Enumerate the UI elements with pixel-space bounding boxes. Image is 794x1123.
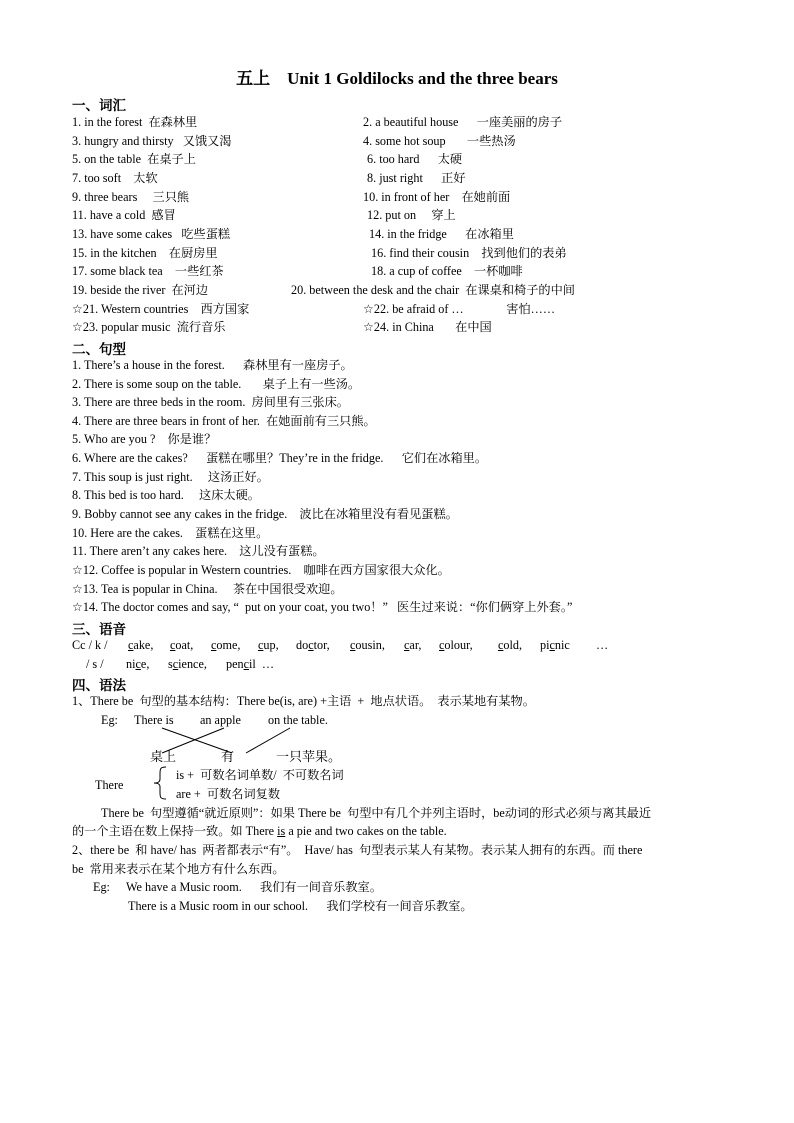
- phonics-word: pencil …: [226, 657, 275, 671]
- vocab-item: 9. three bears 三只熊: [72, 190, 190, 204]
- sentence-item: ☆13. Tea is popular in China. 茶在中国很受欢迎。: [72, 582, 343, 596]
- vocab-item: 12. put on 穿上: [367, 208, 456, 222]
- phonics-word: cold,: [498, 638, 523, 652]
- example-word: There is: [134, 713, 174, 727]
- phonics-word: doctor,: [296, 638, 330, 652]
- grammar-rule-2: 2、there be 和 have/ has 两者都表示“有”。 Have/ has 句型表示某人有某物。表示某人拥有的东西。而 there: [72, 843, 643, 857]
- grammar-rule-1: 1、There be 句型的基本结构：There be(is, are) +主语 + 地点状语。 表示某地有某物。: [72, 694, 535, 708]
- sentence-item: 3. There are three beds in the room. 房间里有三张床。: [72, 395, 349, 409]
- sentence-item: ☆14. The doctor comes and say, “ put on your coat, you two！” 医生过来说：“你们俩穿上外套。”: [72, 600, 573, 614]
- vocab-item: 4. some hot soup 一些热汤: [363, 134, 516, 148]
- phonics-word: colour,: [439, 638, 473, 652]
- phonics-word: cake,: [128, 638, 154, 652]
- grammar-paragraph-cont: 的一个主语在数上保持一致。如 There is a pie and two cakes on the table.: [72, 824, 447, 838]
- vocab-item: 7. too soft 太软: [72, 171, 158, 185]
- section-phonics-heading: 三、语音: [72, 622, 126, 637]
- vocab-item: 14. in the fridge 在冰箱里: [369, 227, 514, 241]
- vocab-item: 20. between the desk and the chair 在课桌和椅子的中间: [291, 283, 575, 297]
- vocab-item: 19. beside the river 在河边: [72, 283, 209, 297]
- phonics-word: picnic: [540, 638, 570, 652]
- phonics-word: cup,: [258, 638, 279, 652]
- phonics-word: cousin,: [350, 638, 385, 652]
- vocab-item: ☆24. in China 在中国: [363, 320, 492, 334]
- sentence-item: 8. This bed is too hard. 这床太硬。: [72, 488, 260, 502]
- vocab-item: ☆21. Western countries 西方国家: [72, 302, 250, 316]
- example-label: Eg:: [93, 880, 110, 894]
- grammar-rule-2-cont: be 常用来表示在某个地方有什么东西。: [72, 862, 285, 876]
- brace-line: is + 可数名词单数/ 不可数名词: [176, 768, 344, 782]
- phonics-word: nice,: [126, 657, 150, 671]
- there-label: There: [95, 778, 124, 792]
- vocab-item: 10. in front of her 在她前面: [363, 190, 511, 204]
- vocab-item: 18. a cup of coffee 一杯咖啡: [371, 264, 523, 278]
- phonics-word: science,: [168, 657, 207, 671]
- vocab-item: 11. have a cold 感冒: [72, 208, 176, 222]
- sentence-item: 2. There is some soup on the table. 桌子上有一些汤。: [72, 377, 361, 391]
- vocab-item: ☆22. be afraid of … 害怕……: [363, 302, 556, 316]
- sentence-item: 11. There aren’t any cakes here. 这儿没有蛋糕。: [72, 544, 325, 558]
- phonics-word: come,: [211, 638, 241, 652]
- vocab-item: 1. in the forest 在森林里: [72, 115, 198, 129]
- example-label: Eg:: [101, 713, 118, 727]
- chinese-word: 一只苹果。: [276, 749, 342, 764]
- vocab-item: 16. find their cousin 找到他们的表弟: [371, 246, 567, 260]
- brace-icon: [153, 766, 167, 800]
- phonics-word: car,: [404, 638, 422, 652]
- vocab-item: 15. in the kitchen 在厨房里: [72, 246, 218, 260]
- sentence-item: 5. Who are you ? 你是谁？: [72, 432, 217, 446]
- grammar-paragraph: There be 句型遵循“就近原则”：如果 There be 句型中有几个并列主语时，be动词的形式必须与离其最近: [101, 806, 652, 820]
- vocab-item: 5. on the table 在桌子上: [72, 152, 196, 166]
- sentence-item: 4. There are three bears in front of her. 在她面前有三只熊。: [72, 414, 376, 428]
- section-sentences-heading: 二、句型: [72, 342, 126, 357]
- sentence-item: ☆12. Coffee is popular in Western countries. 咖啡在西方国家很大众化。: [72, 563, 450, 577]
- phonics-word: coat,: [170, 638, 194, 652]
- vocab-item: 2. a beautiful house 一座美丽的房子: [363, 115, 563, 129]
- vocab-item: 8. just right 正好: [367, 171, 466, 185]
- page-title: 五上 Unit 1 Goldilocks and the three bears: [236, 69, 558, 88]
- example-sentence: We have a Music room. 我们有一间音乐教室。: [126, 880, 382, 894]
- vocab-item: 13. have some cakes 吃些蛋糕: [72, 227, 231, 241]
- brace-line: are + 可数名词复数: [176, 787, 281, 801]
- sentence-item: 10. Here are the cakes. 蛋糕在这里。: [72, 526, 269, 540]
- vocab-item: 17. some black tea 一些红茶: [72, 264, 224, 278]
- example-word: an apple: [200, 713, 241, 727]
- vocab-item: ☆23. popular music 流行音乐: [72, 320, 226, 334]
- sentence-item: 1. There’s a house in the forest. 森林里有一座房子。: [72, 358, 353, 372]
- example-word: on the table.: [268, 713, 328, 727]
- phonics-label-s: / s /: [86, 657, 104, 671]
- vocab-item: 6. too hard 太硬: [367, 152, 463, 166]
- section-grammar-heading: 四、语法: [72, 678, 126, 693]
- example-sentence: There is a Music room in our school. 我们学校有一间音乐教室。: [128, 899, 473, 913]
- section-vocab-heading: 一、词汇: [72, 98, 126, 113]
- phonics-ellipsis: …: [596, 638, 609, 652]
- chinese-word: 有: [221, 749, 235, 764]
- phonics-label-k: Cc / k /: [72, 638, 108, 652]
- sentence-item: 6. Where are the cakes? 蛋糕在哪里？They’re in the fridge. 它们在冰箱里。: [72, 451, 488, 465]
- sentence-item: 9. Bobby cannot see any cakes in the fridge. 波比在冰箱里没有看见蛋糕。: [72, 507, 458, 521]
- sentence-item: 7. This soup is just right. 这汤正好。: [72, 470, 269, 484]
- chinese-word: 桌上: [150, 749, 177, 764]
- vocab-item: 3. hungry and thirsty 又饿又渴: [72, 134, 232, 148]
